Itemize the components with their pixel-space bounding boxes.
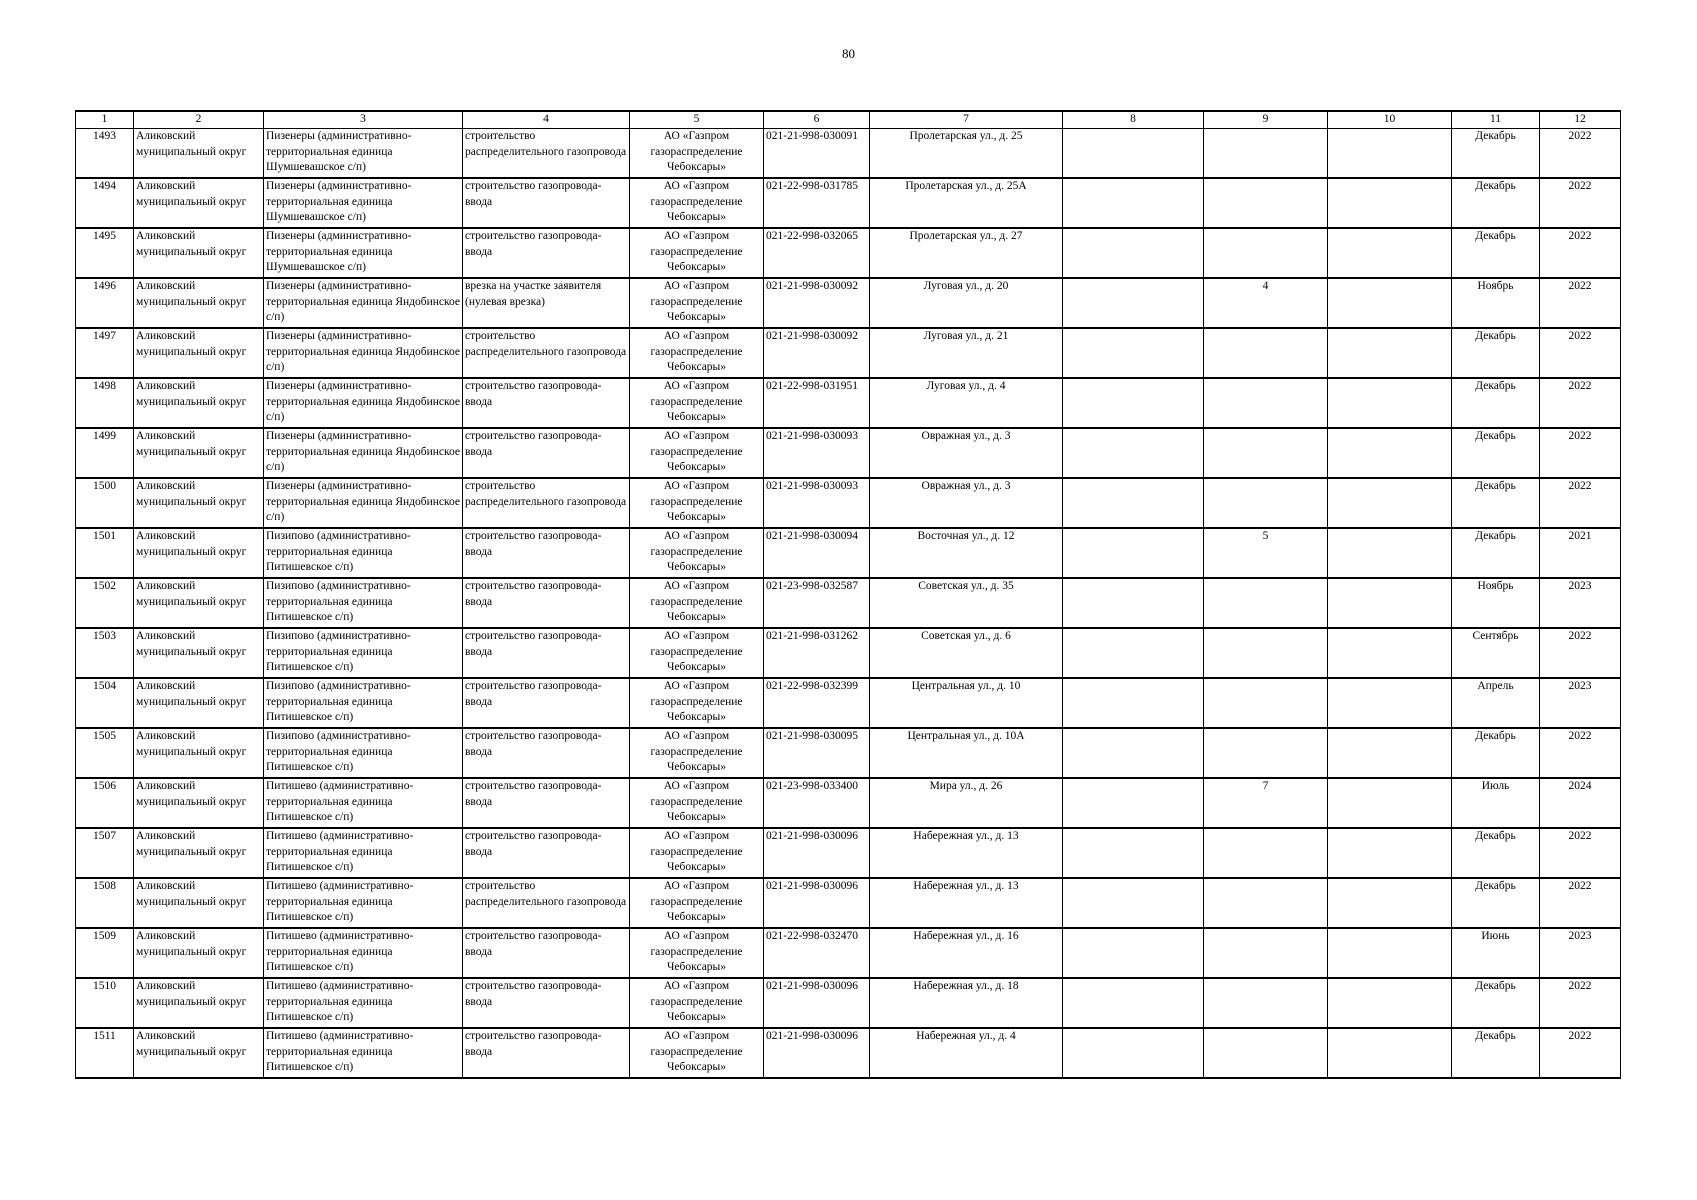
col8-cell xyxy=(1063,129,1204,179)
row-number: 1496 xyxy=(76,278,134,328)
month-cell: Декабрь xyxy=(1452,378,1540,428)
col10-cell xyxy=(1328,328,1452,378)
table-row xyxy=(76,778,1621,828)
table-row xyxy=(76,178,1621,228)
organization-cell: АО «Газпром газораспределение Чебоксары» xyxy=(630,778,764,828)
work-type-cell: строительство распределительного газопровода xyxy=(463,129,630,179)
year-cell: 2022 xyxy=(1540,228,1621,278)
address-cell: Пролетарская ул., д. 27 xyxy=(870,228,1063,278)
col10-cell xyxy=(1328,478,1452,528)
month-cell: Июль xyxy=(1452,778,1540,828)
month-cell: Декабрь xyxy=(1452,1028,1540,1078)
row-number: 1494 xyxy=(76,178,134,228)
table-row xyxy=(76,129,1621,179)
year-cell: 2023 xyxy=(1540,928,1621,978)
table-row xyxy=(76,378,1621,428)
work-type-cell: строительство газопровода- ввода xyxy=(463,178,630,228)
table-body xyxy=(76,129,1621,1079)
col10-cell xyxy=(1328,678,1452,728)
settlement-cell: Питишево (административно- территориальная единица Питишевское с/п) xyxy=(264,928,463,978)
year-cell: 2022 xyxy=(1540,129,1621,179)
work-type-cell: строительство газопровода- ввода xyxy=(463,728,630,778)
okrug-cell: Аликовский муниципальный округ xyxy=(134,578,264,628)
code-cell: 021-22-998-032470 xyxy=(764,928,870,978)
col10-cell xyxy=(1328,578,1452,628)
organization-cell: АО «Газпром газораспределение Чебоксары» xyxy=(630,378,764,428)
table-row xyxy=(76,978,1621,1028)
col8-cell xyxy=(1063,728,1204,778)
settlement-cell: Пизипово (административно- территориальная единица Питишевское с/п) xyxy=(264,578,463,628)
work-type-cell: строительство газопровода- ввода xyxy=(463,928,630,978)
work-type-cell: строительство газопровода- ввода xyxy=(463,228,630,278)
col9-cell xyxy=(1204,828,1328,878)
col8-cell xyxy=(1063,628,1204,678)
col10-cell xyxy=(1328,228,1452,278)
table-row xyxy=(76,928,1621,978)
month-cell: Апрель xyxy=(1452,678,1540,728)
table-row xyxy=(76,628,1621,678)
data-table xyxy=(75,110,1621,1079)
column-header: 6 xyxy=(764,111,870,129)
column-header: 2 xyxy=(134,111,264,129)
column-header: 5 xyxy=(630,111,764,129)
year-cell: 2022 xyxy=(1540,728,1621,778)
page-number: 80 xyxy=(842,46,855,61)
settlement-cell: Пизипово (административно- территориальная единица Питишевское с/п) xyxy=(264,678,463,728)
settlement-cell: Питишево (административно- территориальная единица Питишевское с/п) xyxy=(264,828,463,878)
row-number: 1501 xyxy=(76,528,134,578)
col8-cell xyxy=(1063,478,1204,528)
okrug-cell: Аликовский муниципальный округ xyxy=(134,1028,264,1078)
work-type-cell: строительство газопровода- ввода xyxy=(463,1028,630,1078)
organization-cell: АО «Газпром газораспределение Чебоксары» xyxy=(630,478,764,528)
month-cell: Декабрь xyxy=(1452,129,1540,179)
col10-cell xyxy=(1328,278,1452,328)
settlement-cell: Пизенеры (административно- территориальная единица Яндобинское с/п) xyxy=(264,478,463,528)
okrug-cell: Аликовский муниципальный округ xyxy=(134,328,264,378)
month-cell: Ноябрь xyxy=(1452,578,1540,628)
col9-cell xyxy=(1204,628,1328,678)
address-cell: Центральная ул., д. 10А xyxy=(870,728,1063,778)
settlement-cell: Пизенеры (административно- территориальная единица Яндобинское с/п) xyxy=(264,278,463,328)
address-cell: Набережная ул., д. 13 xyxy=(870,878,1063,928)
table-row xyxy=(76,328,1621,378)
col9-cell xyxy=(1204,1028,1328,1078)
col10-cell xyxy=(1328,528,1452,578)
okrug-cell: Аликовский муниципальный округ xyxy=(134,878,264,928)
column-header: 10 xyxy=(1328,111,1452,129)
code-cell: 021-21-998-030093 xyxy=(764,428,870,478)
work-type-cell: строительство распределительного газопровода xyxy=(463,478,630,528)
month-cell: Декабрь xyxy=(1452,828,1540,878)
code-cell: 021-21-998-030092 xyxy=(764,278,870,328)
col9-cell xyxy=(1204,578,1328,628)
col9-cell xyxy=(1204,478,1328,528)
settlement-cell: Питишево (административно- территориальная единица Питишевское с/п) xyxy=(264,878,463,928)
year-cell: 2022 xyxy=(1540,628,1621,678)
address-cell: Овражная ул., д. 3 xyxy=(870,428,1063,478)
work-type-cell: врезка на участке заявителя (нулевая врезка) xyxy=(463,278,630,328)
code-cell: 021-22-998-031951 xyxy=(764,378,870,428)
organization-cell: АО «Газпром газораспределение Чебоксары» xyxy=(630,728,764,778)
okrug-cell: Аликовский муниципальный округ xyxy=(134,728,264,778)
column-header: 1 xyxy=(76,111,134,129)
address-cell: Луговая ул., д. 20 xyxy=(870,278,1063,328)
col8-cell xyxy=(1063,828,1204,878)
settlement-cell: Пизипово (административно- территориальная единица Питишевское с/п) xyxy=(264,528,463,578)
col8-cell xyxy=(1063,278,1204,328)
col10-cell xyxy=(1328,628,1452,678)
col8-cell xyxy=(1063,928,1204,978)
col8-cell xyxy=(1063,878,1204,928)
row-number: 1497 xyxy=(76,328,134,378)
okrug-cell: Аликовский муниципальный округ xyxy=(134,828,264,878)
organization-cell: АО «Газпром газораспределение Чебоксары» xyxy=(630,978,764,1028)
organization-cell: АО «Газпром газораспределение Чебоксары» xyxy=(630,428,764,478)
code-cell: 021-21-998-030094 xyxy=(764,528,870,578)
col8-cell xyxy=(1063,678,1204,728)
column-header: 8 xyxy=(1063,111,1204,129)
month-cell: Декабрь xyxy=(1452,728,1540,778)
work-type-cell: строительство газопровода- ввода xyxy=(463,778,630,828)
column-header: 3 xyxy=(264,111,463,129)
col10-cell xyxy=(1328,878,1452,928)
address-cell: Советская ул., д. 35 xyxy=(870,578,1063,628)
col9-cell xyxy=(1204,928,1328,978)
row-number: 1510 xyxy=(76,978,134,1028)
organization-cell: АО «Газпром газораспределение Чебоксары» xyxy=(630,678,764,728)
year-cell: 2022 xyxy=(1540,828,1621,878)
okrug-cell: Аликовский муниципальный округ xyxy=(134,678,264,728)
year-cell: 2022 xyxy=(1540,328,1621,378)
okrug-cell: Аликовский муниципальный округ xyxy=(134,528,264,578)
year-cell: 2022 xyxy=(1540,978,1621,1028)
organization-cell: АО «Газпром газораспределение Чебоксары» xyxy=(630,628,764,678)
table-row xyxy=(76,878,1621,928)
col10-cell xyxy=(1328,778,1452,828)
settlement-cell: Пизенеры (административно- территориальная единица Яндобинское с/п) xyxy=(264,428,463,478)
year-cell: 2022 xyxy=(1540,178,1621,228)
col10-cell xyxy=(1328,728,1452,778)
okrug-cell: Аликовский муниципальный округ xyxy=(134,129,264,179)
column-header: 9 xyxy=(1204,111,1328,129)
settlement-cell: Пизенеры (административно- территориальная единица Шумшевашское с/п) xyxy=(264,129,463,179)
year-cell: 2023 xyxy=(1540,678,1621,728)
address-cell: Пролетарская ул., д. 25 xyxy=(870,129,1063,179)
col8-cell xyxy=(1063,328,1204,378)
okrug-cell: Аликовский муниципальный округ xyxy=(134,178,264,228)
col9-cell xyxy=(1204,178,1328,228)
address-cell: Восточная ул., д. 12 xyxy=(870,528,1063,578)
okrug-cell: Аликовский муниципальный округ xyxy=(134,778,264,828)
row-number: 1507 xyxy=(76,828,134,878)
okrug-cell: Аликовский муниципальный округ xyxy=(134,928,264,978)
code-cell: 021-21-998-030096 xyxy=(764,1028,870,1078)
address-cell: Пролетарская ул., д. 25А xyxy=(870,178,1063,228)
code-cell: 021-21-998-031262 xyxy=(764,628,870,678)
okrug-cell: Аликовский муниципальный округ xyxy=(134,428,264,478)
month-cell: Декабрь xyxy=(1452,978,1540,1028)
col8-cell xyxy=(1063,428,1204,478)
col8-cell xyxy=(1063,1028,1204,1078)
code-cell: 021-21-998-030092 xyxy=(764,328,870,378)
okrug-cell: Аликовский муниципальный округ xyxy=(134,278,264,328)
table-row xyxy=(76,478,1621,528)
work-type-cell: строительство газопровода- ввода xyxy=(463,528,630,578)
year-cell: 2021 xyxy=(1540,528,1621,578)
work-type-cell: строительство распределительного газопровода xyxy=(463,878,630,928)
work-type-cell: строительство распределительного газопровода xyxy=(463,328,630,378)
row-number: 1508 xyxy=(76,878,134,928)
header-row xyxy=(76,111,1621,129)
table-row xyxy=(76,728,1621,778)
year-cell: 2024 xyxy=(1540,778,1621,828)
table-row xyxy=(76,678,1621,728)
month-cell: Декабрь xyxy=(1452,428,1540,478)
address-cell: Советская ул., д. 6 xyxy=(870,628,1063,678)
col9-cell xyxy=(1204,328,1328,378)
col9-cell xyxy=(1204,428,1328,478)
settlement-cell: Питишево (административно- территориальная единица Питишевское с/п) xyxy=(264,778,463,828)
organization-cell: АО «Газпром газораспределение Чебоксары» xyxy=(630,1028,764,1078)
month-cell: Июнь xyxy=(1452,928,1540,978)
code-cell: 021-21-998-030096 xyxy=(764,828,870,878)
col10-cell xyxy=(1328,129,1452,179)
address-cell: Набережная ул., д. 4 xyxy=(870,1028,1063,1078)
okrug-cell: Аликовский муниципальный округ xyxy=(134,628,264,678)
address-cell: Набережная ул., д. 18 xyxy=(870,978,1063,1028)
col9-cell xyxy=(1204,678,1328,728)
table-row xyxy=(76,228,1621,278)
table-row xyxy=(76,1028,1621,1078)
month-cell: Декабрь xyxy=(1452,178,1540,228)
year-cell: 2022 xyxy=(1540,1028,1621,1078)
row-number: 1499 xyxy=(76,428,134,478)
col8-cell xyxy=(1063,978,1204,1028)
work-type-cell: строительство газопровода- ввода xyxy=(463,628,630,678)
row-number: 1509 xyxy=(76,928,134,978)
month-cell: Декабрь xyxy=(1452,328,1540,378)
organization-cell: АО «Газпром газораспределение Чебоксары» xyxy=(630,328,764,378)
address-cell: Луговая ул., д. 4 xyxy=(870,378,1063,428)
row-number: 1503 xyxy=(76,628,134,678)
address-cell: Центральная ул., д. 10 xyxy=(870,678,1063,728)
row-number: 1500 xyxy=(76,478,134,528)
code-cell: 021-22-998-032065 xyxy=(764,228,870,278)
year-cell: 2022 xyxy=(1540,278,1621,328)
organization-cell: АО «Газпром газораспределение Чебоксары» xyxy=(630,578,764,628)
organization-cell: АО «Газпром газораспределение Чебоксары» xyxy=(630,228,764,278)
column-header: 4 xyxy=(463,111,630,129)
organization-cell: АО «Газпром газораспределение Чебоксары» xyxy=(630,129,764,179)
code-cell: 021-21-998-030093 xyxy=(764,478,870,528)
row-number: 1502 xyxy=(76,578,134,628)
col9-cell: 4 xyxy=(1204,278,1328,328)
settlement-cell: Пизенеры (административно- территориальная единица Шумшевашское с/п) xyxy=(264,178,463,228)
row-number: 1506 xyxy=(76,778,134,828)
row-number: 1505 xyxy=(76,728,134,778)
col9-cell: 5 xyxy=(1204,528,1328,578)
col9-cell xyxy=(1204,978,1328,1028)
column-header: 12 xyxy=(1540,111,1621,129)
col8-cell xyxy=(1063,378,1204,428)
col9-cell xyxy=(1204,378,1328,428)
col8-cell xyxy=(1063,228,1204,278)
work-type-cell: строительство газопровода- ввода xyxy=(463,378,630,428)
work-type-cell: строительство газопровода- ввода xyxy=(463,678,630,728)
okrug-cell: Аликовский муниципальный округ xyxy=(134,228,264,278)
address-cell: Набережная ул., д. 16 xyxy=(870,928,1063,978)
col9-cell xyxy=(1204,129,1328,179)
year-cell: 2022 xyxy=(1540,878,1621,928)
col9-cell: 7 xyxy=(1204,778,1328,828)
organization-cell: АО «Газпром газораспределение Чебоксары» xyxy=(630,278,764,328)
okrug-cell: Аликовский муниципальный округ xyxy=(134,978,264,1028)
okrug-cell: Аликовский муниципальный округ xyxy=(134,378,264,428)
code-cell: 021-21-998-030095 xyxy=(764,728,870,778)
table-row xyxy=(76,578,1621,628)
code-cell: 021-21-998-030091 xyxy=(764,129,870,179)
col8-cell xyxy=(1063,578,1204,628)
settlement-cell: Питишево (административно- территориальная единица Питишевское с/п) xyxy=(264,978,463,1028)
work-type-cell: строительство газопровода- ввода xyxy=(463,828,630,878)
col8-cell xyxy=(1063,178,1204,228)
year-cell: 2022 xyxy=(1540,428,1621,478)
month-cell: Декабрь xyxy=(1452,478,1540,528)
address-cell: Мира ул., д. 26 xyxy=(870,778,1063,828)
settlement-cell: Пизенеры (административно- территориальная единица Шумшевашское с/п) xyxy=(264,228,463,278)
organization-cell: АО «Газпром газораспределение Чебоксары» xyxy=(630,828,764,878)
month-cell: Декабрь xyxy=(1452,228,1540,278)
row-number: 1511 xyxy=(76,1028,134,1078)
col10-cell xyxy=(1328,928,1452,978)
code-cell: 021-21-998-030096 xyxy=(764,878,870,928)
col9-cell xyxy=(1204,878,1328,928)
year-cell: 2023 xyxy=(1540,578,1621,628)
col10-cell xyxy=(1328,178,1452,228)
month-cell: Декабрь xyxy=(1452,878,1540,928)
organization-cell: АО «Газпром газораспределение Чебоксары» xyxy=(630,928,764,978)
settlement-cell: Питишево (административно- территориальная единица Питишевское с/п) xyxy=(264,1028,463,1078)
table-row xyxy=(76,528,1621,578)
col10-cell xyxy=(1328,828,1452,878)
code-cell: 021-22-998-032399 xyxy=(764,678,870,728)
col8-cell xyxy=(1063,778,1204,828)
row-number: 1498 xyxy=(76,378,134,428)
month-cell: Декабрь xyxy=(1452,528,1540,578)
col8-cell xyxy=(1063,528,1204,578)
table-row xyxy=(76,828,1621,878)
row-number: 1504 xyxy=(76,678,134,728)
settlement-cell: Пизенеры (административно- территориальная единица Яндобинское с/п) xyxy=(264,328,463,378)
work-type-cell: строительство газопровода- ввода xyxy=(463,428,630,478)
table-row xyxy=(76,278,1621,328)
organization-cell: АО «Газпром газораспределение Чебоксары» xyxy=(630,878,764,928)
code-cell: 021-23-998-033400 xyxy=(764,778,870,828)
col10-cell xyxy=(1328,978,1452,1028)
settlement-cell: Пизипово (административно- территориальная единица Питишевское с/п) xyxy=(264,728,463,778)
year-cell: 2022 xyxy=(1540,478,1621,528)
work-type-cell: строительство газопровода- ввода xyxy=(463,978,630,1028)
okrug-cell: Аликовский муниципальный округ xyxy=(134,478,264,528)
table-row xyxy=(76,428,1621,478)
settlement-cell: Пизенеры (административно- территориальная единица Яндобинское с/п) xyxy=(264,378,463,428)
year-cell: 2022 xyxy=(1540,378,1621,428)
organization-cell: АО «Газпром газораспределение Чебоксары» xyxy=(630,528,764,578)
code-cell: 021-22-998-031785 xyxy=(764,178,870,228)
col10-cell xyxy=(1328,1028,1452,1078)
code-cell: 021-23-998-032587 xyxy=(764,578,870,628)
code-cell: 021-21-998-030096 xyxy=(764,978,870,1028)
col10-cell xyxy=(1328,378,1452,428)
column-header: 11 xyxy=(1452,111,1540,129)
address-cell: Овражная ул., д. 3 xyxy=(870,478,1063,528)
work-type-cell: строительство газопровода- ввода xyxy=(463,578,630,628)
organization-cell: АО «Газпром газораспределение Чебоксары» xyxy=(630,178,764,228)
col10-cell xyxy=(1328,428,1452,478)
month-cell: Ноябрь xyxy=(1452,278,1540,328)
row-number: 1493 xyxy=(76,129,134,179)
col9-cell xyxy=(1204,728,1328,778)
column-header: 7 xyxy=(870,111,1063,129)
row-number: 1495 xyxy=(76,228,134,278)
settlement-cell: Пизипово (административно- территориальная единица Питишевское с/п) xyxy=(264,628,463,678)
address-cell: Луговая ул., д. 21 xyxy=(870,328,1063,378)
col9-cell xyxy=(1204,228,1328,278)
month-cell: Сентябрь xyxy=(1452,628,1540,678)
address-cell: Набережная ул., д. 13 xyxy=(870,828,1063,878)
